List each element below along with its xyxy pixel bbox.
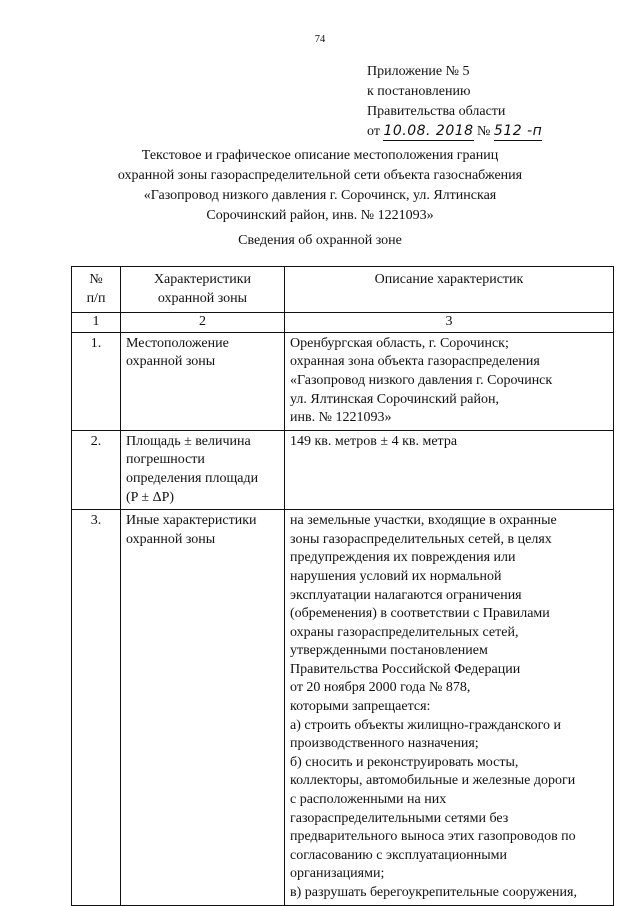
title-line: Сорочинский район, инв. № 1221093» (206, 208, 434, 223)
appendix-block (367, 62, 542, 142)
section-subtitle: Сведения об охранной зоне (238, 233, 402, 248)
row-number: 1. (72, 332, 121, 430)
table-row (72, 332, 614, 430)
title-line: «Газопровод низкого давления г. Сорочинск, ул. Ялтинская (143, 188, 497, 203)
row-characteristic: Местоположение охранной зоны (121, 332, 285, 430)
number-prefix: № (477, 124, 491, 139)
row-characteristic: Иные характеристики охранной зоны (121, 510, 285, 905)
appendix-ref: к постановлению (367, 84, 471, 99)
appendix-title: Приложение № 5 (367, 64, 470, 79)
table-row (72, 510, 614, 905)
header-characteristic: Характеристики охранной зоны (121, 267, 285, 313)
row-number: 3. (72, 510, 121, 905)
protection-zone-table (71, 266, 614, 906)
column-number-row (72, 313, 614, 333)
row-number: 2. (72, 430, 121, 509)
title-line: Текстовое и графическое описание местоположения границ (141, 148, 499, 163)
appendix-authority: Правительства области (367, 104, 506, 119)
column-number: 1 (72, 313, 121, 333)
handwritten-number: 512 -п (493, 123, 543, 139)
column-number: 2 (121, 313, 285, 333)
page-number: 74 (314, 34, 326, 45)
document-title (0, 146, 640, 226)
appendix-date-line (367, 122, 542, 142)
title-line: охранной зоны газораспределительной сети объекта газоснабжения (117, 168, 523, 183)
table-row (72, 430, 614, 509)
header-row (72, 267, 614, 313)
row-description: на земельные участки, входящие в охранные зоны газораспределительных сетей, в целях предупреждения их повреждения или нарушения условий их нормальной эксплуатации налагаются ограничения (обременения) в соответствии с Правилами охраны газораспределительных сетей, утвержденными постановлением Правительства Российской Федерации от 20 ноября 2000 года № 878, которыми запрещается: а) строить объекты жилищно-гражданского и производственного назначения; б) сносить и реконструировать мосты, коллекторы, автомобильные и железные дороги с расположенными на них газораспределительными сетями без предварительного выноса этих газопроводов по согласованию с эксплуатационными организациями; в) разрушать берегоукрепительные сооружения, (285, 510, 614, 905)
column-number: 3 (285, 313, 614, 333)
row-description: Оренбургская область, г. Сорочинск; охранная зона объекта газораспределения «Газопровод низкого давления г. Сорочинск ул. Ялтинская Сорочинский район, инв. № 1221093» (285, 332, 614, 430)
row-characteristic: Площадь ± величина погрешности определения площади (P ± ΔP) (121, 430, 285, 509)
header-num: № п/п (72, 267, 121, 313)
handwritten-date: 10.08. 2018 (383, 123, 474, 139)
date-prefix: от (367, 124, 380, 139)
header-description: Описание характеристик (285, 267, 614, 313)
row-description: 149 кв. метров ± 4 кв. метра (285, 430, 614, 509)
